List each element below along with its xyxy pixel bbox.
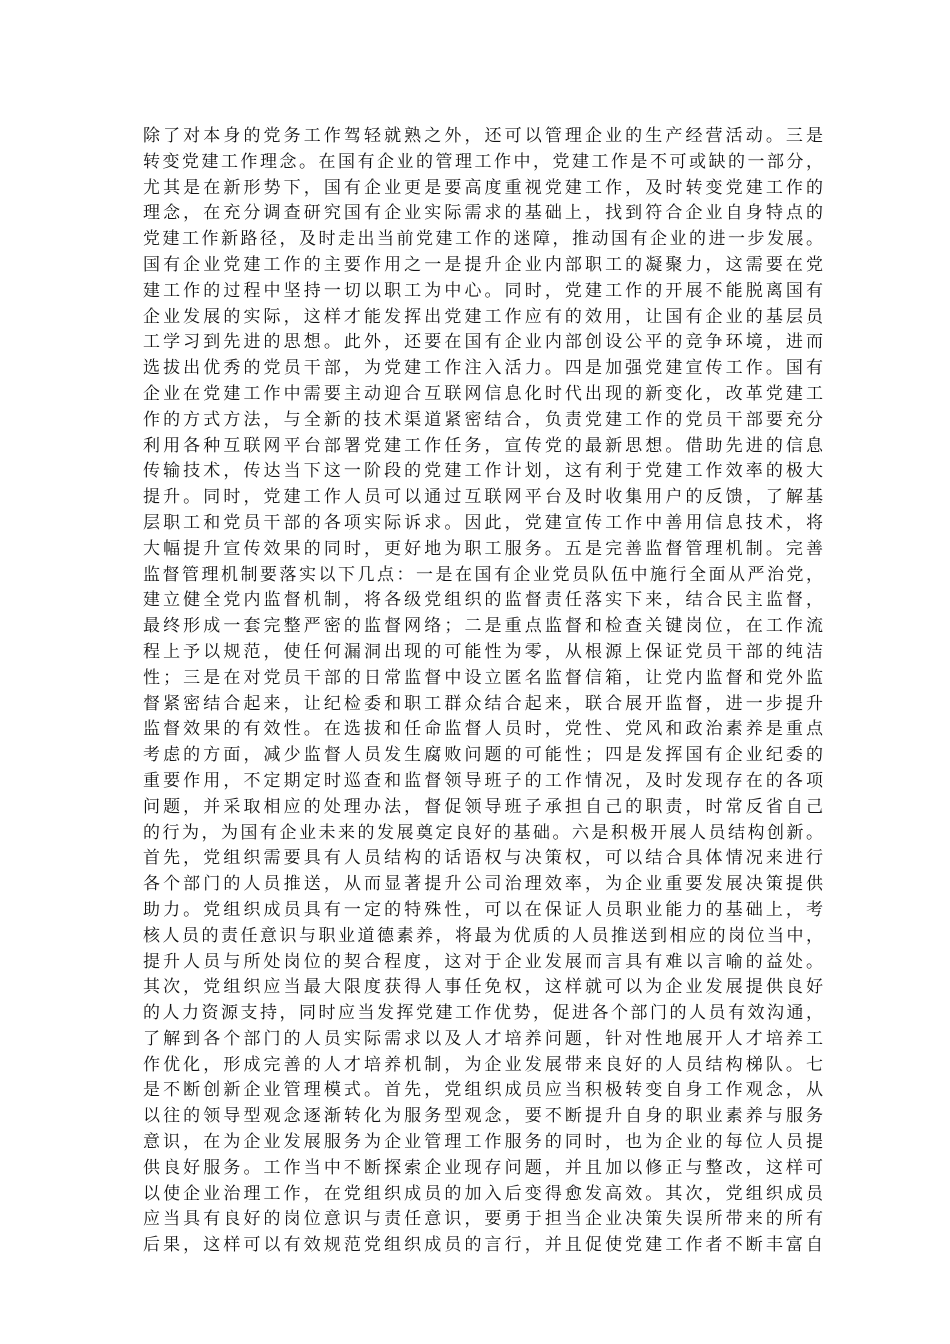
text-line: 国有企业党建工作的主要作用之一是提升企业内部职工的凝聚力，这需要在党 [143, 254, 823, 275]
text-line: 的人力资源支持，同时应当发挥党建工作优势，促进各个部门的人员有效沟通， [143, 1003, 823, 1024]
text-line: 建工作的过程中坚持一切以职工为中心。同时，党建工作的开展不能脱离国有 [143, 280, 823, 301]
text-line: 利用各种互联网平台部署党建工作任务，宣传党的最新思想。借助先进的信息 [143, 435, 823, 456]
text-line: 监督管理机制要落实以下几点：一是在国有企业党员队伍中施行全面从严治党， [143, 564, 823, 585]
text-line: 选拔出优秀的党员干部，为党建工作注入活力。四是加强党建宣传工作。国有 [143, 358, 823, 379]
text-line: 了解到各个部门的人员实际需求以及人才培养问题，针对性地展开人才培养工 [143, 1028, 823, 1049]
text-line: 党建工作新路径，及时走出当前党建工作的迷障，推动国有企业的进一步发展。 [143, 229, 823, 250]
text-line: 除了对本身的党务工作驾轻就熟之外，还可以管理企业的生产经营活动。三是 [143, 126, 823, 146]
text-line: 意识，在为企业发展服务为企业管理工作服务的同时，也为企业的每位人员提 [143, 1132, 823, 1153]
text-line: 后果，这样可以有效规范党组织成员的言行，并且促使党建工作者不断丰富自 [143, 1235, 823, 1256]
text-line: 应当具有良好的岗位意识与责任意识，要勇于担当企业决策失误所带来的所有 [143, 1209, 823, 1230]
text-line: 大幅提升宣传效果的同时，更好地为职工服务。五是完善监督管理机制。完善 [143, 538, 823, 559]
text-line: 供良好服务。工作当中不断探索企业现存问题，并且加以修正与整改，这样可 [143, 1157, 823, 1178]
text-line: 核人员的责任意识与职业道德素养，将最为优质的人员推送到相应的岗位当中， [143, 925, 823, 946]
text-line: 以往的领导型观念逐渐转化为服务型观念，要不断提升自身的职业素养与服务 [143, 1106, 823, 1127]
body-text [143, 124, 823, 1259]
text-line: 其次，党组织应当最大限度获得人事任免权，这样就可以为企业发展提供良好 [143, 977, 823, 998]
text-line: 问题，并采取相应的处理办法，督促领导班子承担自己的职责，时常反省自己 [143, 796, 823, 817]
text-line: 各个部门的人员推送，从而显著提升公司治理效率，为企业重要发展决策提供 [143, 874, 823, 895]
text-line: 建立健全党内监督机制，将各级党组织的监督责任落实下来，结合民主监督， [143, 590, 823, 611]
text-line: 作优化，形成完善的人才培养机制，为企业发展带来良好的人员结构梯队。七 [143, 1054, 823, 1075]
text-line: 性；三是在对党员干部的日常监督中设立匿名监督信箱，让党内监督和党外监 [143, 667, 823, 688]
text-line: 助力。党组织成员具有一定的特殊性，可以在保证人员职业能力的基础上，考 [143, 899, 823, 920]
text-line: 考虑的方面，减少监督人员发生腐败问题的可能性；四是发挥国有企业纪委的 [143, 745, 823, 766]
text-line: 尤其是在新形势下，国有企业更是要高度重视党建工作，及时转变党建工作的 [143, 177, 823, 198]
text-line: 的行为，为国有企业未来的发展奠定良好的基础。六是积极开展人员结构创新。 [143, 822, 823, 843]
text-line: 重要作用，不定期定时巡查和监督领导班子的工作情况，及时发现存在的各项 [143, 770, 823, 791]
text-line: 以使企业治理工作，在党组织成员的加入后变得愈发高效。其次，党组织成员 [143, 1183, 823, 1204]
text-line: 首先，党组织需要具有人员结构的话语权与决策权，可以结合具体情况来进行 [143, 848, 823, 869]
text-line: 提升。同时，党建工作人员可以通过互联网平台及时收集用户的反馈，了解基 [143, 487, 823, 508]
text-line: 是不断创新企业管理模式。首先，党组织成员应当积极转变自身工作观念，从 [143, 1080, 823, 1101]
text-line: 层职工和党员干部的各项实际诉求。因此，党建宣传工作中善用信息技术，将 [143, 512, 823, 533]
text-line: 理念，在充分调查研究国有企业实际需求的基础上，找到符合企业自身特点的 [143, 203, 823, 224]
text-line: 程上予以规范，使任何漏洞出现的可能性为零，从根源上保证党员干部的纯洁 [143, 641, 823, 662]
text-line: 企业发展的实际，这样才能发挥出党建工作应有的效用，让国有企业的基层员 [143, 306, 823, 327]
text-line: 最终形成一套完整严密的监督网络；二是重点监督和检查关键岗位，在工作流 [143, 616, 823, 637]
text-line: 传输技术，传达当下这一阶段的党建工作计划，这有利于党建工作效率的极大 [143, 461, 823, 482]
text-line: 监督效果的有效性。在选拔和任命监督人员时，党性、党风和政治素养是重点 [143, 719, 823, 740]
text-line: 提升人员与所处岗位的契合程度，这对于企业发展而言具有难以言喻的益处。 [143, 951, 823, 972]
text-line: 企业在党建工作中需要主动迎合互联网信息化时代出现的新变化，改革党建工 [143, 383, 823, 404]
text-line: 督紧密结合起来，让纪检委和职工群众结合起来，联合展开监督，进一步提升 [143, 693, 823, 714]
text-line: 转变党建工作理念。在国有企业的管理工作中，党建工作是不可或缺的一部分， [143, 151, 823, 172]
text-line: 作的方式方法，与全新的技术渠道紧密结合，负责党建工作的党员干部要充分 [143, 409, 823, 430]
text-line: 工学习到先进的思想。此外，还要在国有企业内部创设公平的竞争环境，进而 [143, 332, 823, 353]
